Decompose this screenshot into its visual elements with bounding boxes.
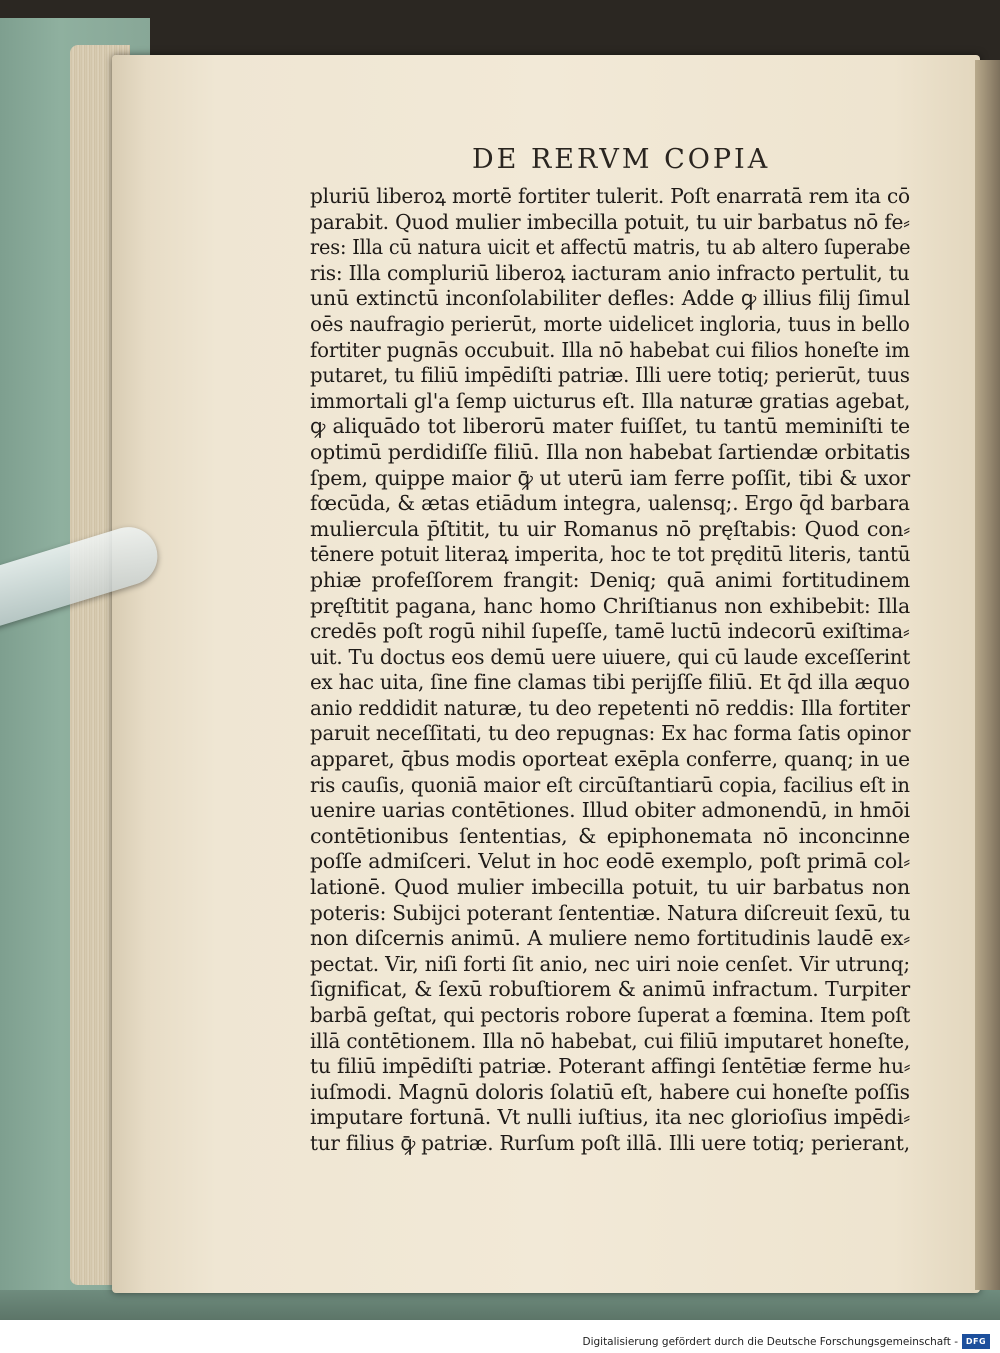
text-line: pręſtitit pagana, hanc homo Chriſtianus non exhibebit: Illa [310,593,910,618]
text-line: fœcūda, & ætas etiādum integra, ualensq;. Ergo q̄d barbara [310,491,910,516]
dfg-logo: DFG [962,1334,990,1349]
text-line: ſpem, quippe maior ꝙ̄ ut uterū iam ferre poſſit, tibi & uxor [310,465,910,490]
running-head: DE RERVM COPIA [472,144,771,175]
text-line: optimū perdidiſſe filiū. Illa non habebat ſartiendæ orbitatis [310,439,911,464]
text-line: ris: Illa compluriū liberoꝝ iacturam anio infracto pertulit, tu [310,260,910,285]
text-line: tur filius ꝙ̄ patriæ. Rurſum poſt illā. Illi uere totiq; perierant, [310,1130,910,1155]
text-line: poſſe admiſceri. Velut in hoc eodē exemplo, poſt primā col⸗ [310,849,910,874]
text-line: immortali gl'a ſemp uicturus eſt. Illa naturæ gratias agebat, [310,388,911,413]
book-cover-bottom [0,1290,1000,1320]
text-line: credēs poſt rogū nihil ſupeſſe, tamē luctū indecorū exiſtima⸗ [310,619,910,644]
text-line: phiæ profeſſorem frangit: Deniq; quā animi fortitudinem [310,567,910,592]
text-line: res: Illa cū natura uicit et affectū matris, tu ab altero ſuperabe [310,235,911,260]
text-line: tu filiū impēdiſti patriæ. Poterant affingi ſentētiæ ferme hu⸗ [310,1054,911,1079]
text-line: tēnere potuit literaꝝ imperita, hoc te tot pręditū literis, tantū [310,542,911,567]
text-line: contētionibus ſententias, & epiphonemata nō inconcinne [310,823,910,848]
digitization-credit: Digitalisierung gefördert durch die Deutsche Forschungsgemeinschaft - [582,1336,958,1348]
text-line: fortiter pugnās occubuit. Illa nō habebat cui filios honeſte im [310,337,910,362]
text-line: oēs naufragio perierūt, morte uidelicet ingloria, tuus in bello [310,311,910,336]
text-line: barbā geſtat, qui pectoris robore ſuperat a fœmina. Item poſt [310,1003,911,1027]
text-line: putaret, tu filiū impēdiſti patriæ. Illi uere totiq; perierūt, tuus [310,363,910,388]
text-line: pectat. Vir, niſi forti ſit anio, nec uiri noie cenſet. Vir utrunq; [310,951,910,976]
text-line: anio reddidit naturæ, tu deo repetenti nō reddis: Illa fortiter [310,695,910,720]
text-line: pluriū liberoꝝ mortē fortiter tulerit. Poſt enarratā rem ita cō [310,184,910,208]
text-line: unū extinctū inconſolabiliter defles: Adde ꝙ illius filij ſimul [310,286,910,311]
text-line: non diſcernis animū. A muliere nemo fortitudinis laudē ex⸗ [310,926,910,951]
text-line: ꝙ aliquādo tot liberorū mater fuiſſet, tu tantū meminiſti te [310,414,910,439]
text-line: lationē. Quod mulier imbecilla potuit, tu uir barbatus non [310,875,910,900]
text-line: paruit neceſſitati, tu deo repugnas: Ex hac forma ſatis opinor [310,721,911,746]
text-line: ſignificat, & ſexū robuſtiorem & animū infractum. Turpiter [310,977,910,1002]
text-line: ris cauſis, quoniā maior eſt circūſtantiarū copia, facilius eſt in [310,772,910,797]
gutter-shadow [975,60,1000,1290]
body-text [310,184,910,1157]
text-line: poteris: Subijci poterant ſententiæ. Natura diſcreuit ſexū, tu [310,900,911,925]
text-line: iuſmodi. Magnū doloris ſolatiū eſt, habere cui honeſte poſſis [310,1079,910,1104]
text-line: illā contētionem. Illa nō habebat, cui filiū imputaret honeſte, [310,1028,911,1053]
text-line: parabit. Quod mulier imbecilla potuit, tu uir barbatus nō fe⸗ [310,209,910,234]
text-line: uit. Tu doctus eos demū uere uiuere, qui cū laude exceſſerint [310,644,911,669]
text-line: uenire uarias contētiones. Illud obiter admonendū, in hmōi [310,798,910,823]
text-line: imputare fortunā. Vt nulli iuſtius, ita nec glorioſius impēdi⸗ [310,1105,910,1130]
text-line: ex hac uita, ſine fine clamas tibi perijſſe filiū. Et q̄d illa æquo [310,670,910,695]
text-line: apparet, q̄bus modis oporteat exēpla conferre, quanq; in ue [310,747,910,772]
text-line: muliercula p̄ſtitit, tu uir Romanus nō pręſtabis: Quod con⸗ [310,516,910,541]
